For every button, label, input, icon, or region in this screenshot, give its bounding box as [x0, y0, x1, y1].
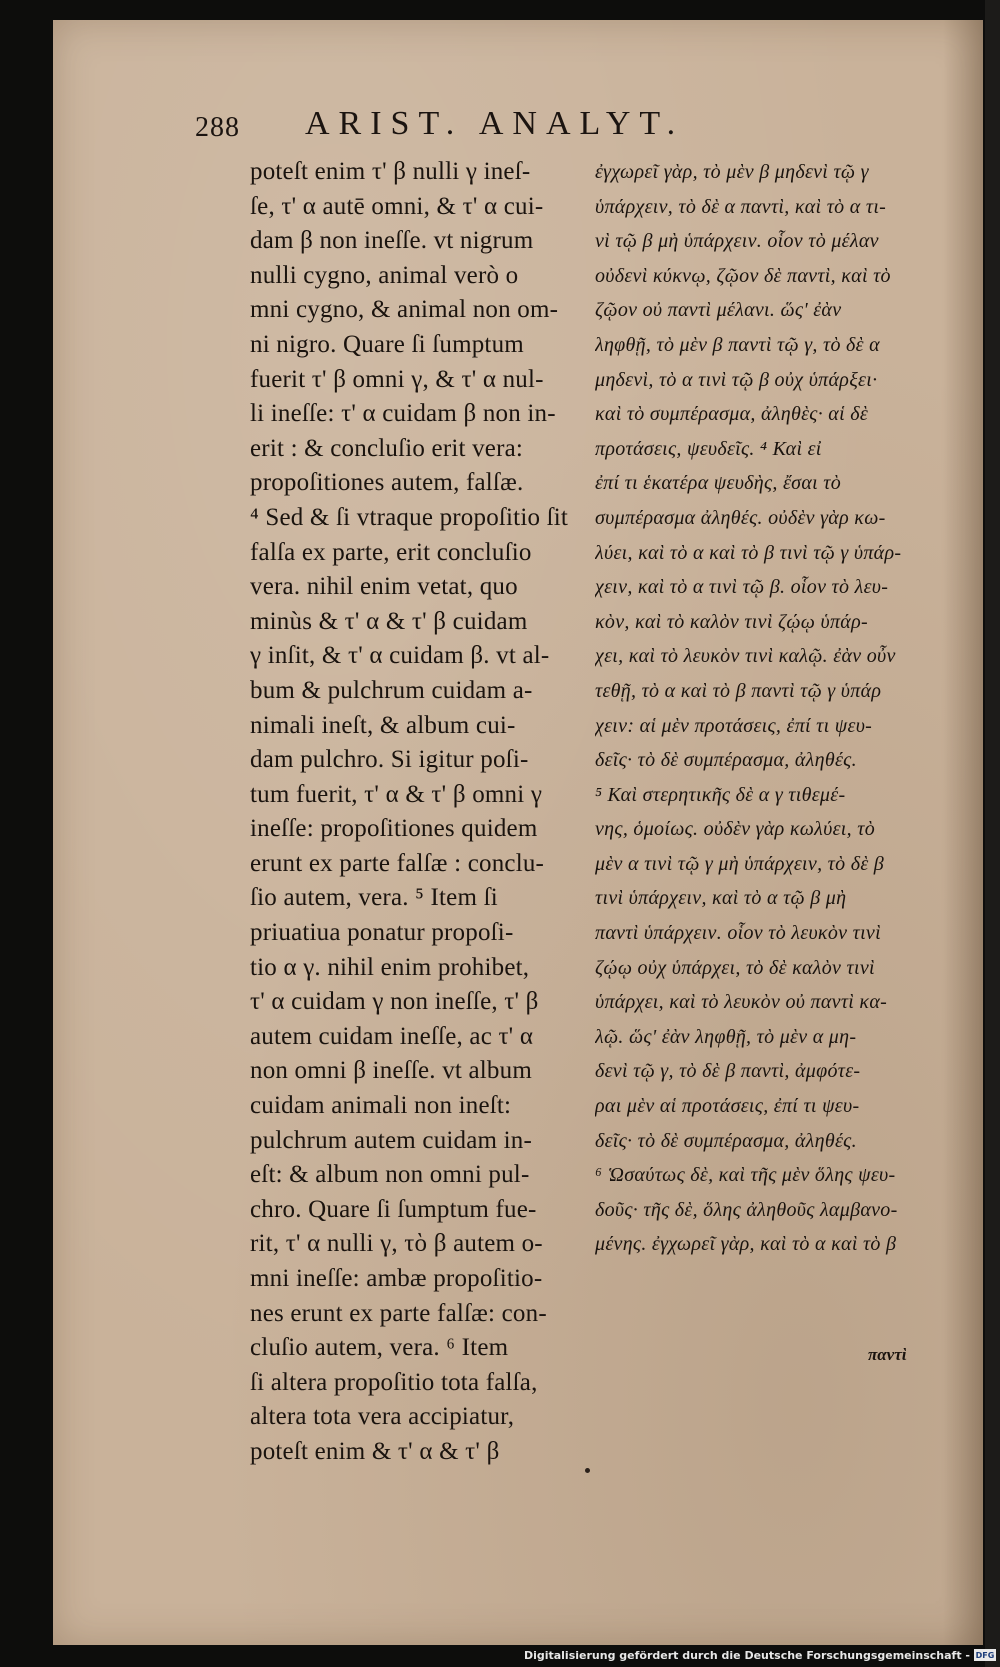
text-line: παντὶ ὑπάρχειν. οἷον τὸ λευκὸν τινὶ: [595, 922, 881, 945]
text-line: ſe, τ' α autē omni, & τ' α cui-: [250, 192, 544, 220]
text-line: χειν: αἱ μὲν προτάσεις, ἐπί τι ψευ-: [595, 714, 873, 737]
text-line: mni ineſſe: ambæ propoſitio-: [250, 1265, 543, 1292]
text-line: ζῷον οὐ παντὶ μέλανι. ὥς' ἐὰν: [595, 299, 842, 322]
text-line: λύει, καὶ τὸ α καὶ τὸ β τινὶ τῷ γ ὑπάρ-: [595, 541, 902, 564]
text-line: νὶ τῷ β μὴ ὑπάρχειν. οἷον τὸ μέλαν: [595, 230, 879, 253]
text-line: propoſitiones autem, falſæ.: [250, 469, 524, 497]
page-dot: [585, 1468, 590, 1473]
text-line: altera tota vera accipiatur,: [250, 1403, 515, 1431]
text-line: δενὶ τῷ γ, τὸ δὲ β παντὶ, ἀμφότε-: [595, 1060, 861, 1083]
text-line: rit, τ' α nulli γ, τὸ β autem o-: [250, 1230, 543, 1258]
text-line: fuerit τ' β omni γ, & τ' α nul-: [250, 365, 544, 393]
page-number: 288: [195, 112, 240, 143]
latin-text-column: [250, 155, 570, 1470]
text-line: tum fuerit, τ' α & τ' β omni γ: [250, 780, 543, 808]
running-title: ARIST. ANALYT.: [305, 105, 685, 142]
text-line: falſa ex parte, erit concluſio: [250, 538, 532, 566]
text-line: δεῖς· τὸ δὲ συμπέρασμα, ἀληθές.: [595, 749, 857, 772]
text-line: δεῖς· τὸ δὲ συμπέρασμα, ἀληθές.: [595, 1129, 857, 1152]
text-line: minùs & τ' α & τ' β cuidam: [250, 607, 528, 635]
text-line: priuatiua ponatur propoſi-: [250, 919, 514, 947]
text-line: τινὶ ὑπάρχειν, καὶ τὸ α τῷ β μὴ: [595, 887, 847, 910]
text-line: συμπέρασμα ἀληθές. οὐδὲν γὰρ κω-: [595, 506, 886, 529]
text-line: ⁵ Καὶ στερητικῆς δὲ α γ τιθεμέ-: [595, 783, 846, 806]
text-line: ζῴῳ οὐχ ὑπάρχει, τὸ δὲ καλὸν τινὶ: [595, 956, 875, 979]
text-line: ⁴ Sed & ſi vtraque propoſitio ſit: [250, 503, 569, 531]
text-line: μὲν α τινὶ τῷ γ μὴ ὑπάρχειν, τὸ δὲ β: [595, 852, 885, 875]
text-line: nimali ineſt, & album cui-: [250, 711, 516, 739]
text-line: γ inſit, & τ' α cuidam β. vt al-: [250, 642, 550, 670]
text-line: νης, ὁμοίως. οὐδὲν γὰρ κωλύει, τὸ: [595, 818, 876, 841]
greek-text-column: [595, 155, 955, 1262]
text-line: ληφθῇ, τὸ μὲν β παντὶ τῷ γ, τὸ δὲ α: [595, 333, 880, 356]
dfg-logo: DFG: [975, 1650, 995, 1660]
text-line: ſi altera propoſitio tota falſa,: [250, 1368, 538, 1396]
text-line: χειν, καὶ τὸ α τινὶ τῷ β. οἷον τὸ λευ-: [595, 576, 889, 599]
catchword: παντὶ: [868, 1345, 907, 1364]
text-line: erit : & concluſio erit vera:: [250, 434, 524, 462]
text-line: tio α γ. nihil enim prohibet,: [250, 953, 530, 981]
text-line: vera. nihil enim vetat, quo: [250, 573, 518, 601]
text-line: ραι μὲν αἱ προτάσεις, ἐπί τι ψευ-: [595, 1095, 860, 1118]
text-line: μένης. ἐγχωρεῖ γὰρ, καὶ τὸ α καὶ τὸ β: [595, 1233, 897, 1256]
text-line: dam pulchro. Si igitur poſi-: [250, 746, 529, 774]
text-line: chro. Quare ſi ſumptum fue-: [250, 1195, 537, 1223]
text-line: ἐπί τι ἑκατέρα ψευδὴς, ἔσαι τὸ: [595, 472, 842, 495]
text-line: dam β non ineſſe. vt nigrum: [250, 227, 534, 255]
text-line: τ' α cuidam γ non ineſſe, τ' β: [250, 988, 539, 1016]
text-line: χει, καὶ τὸ λευκὸν τινὶ καλῷ. ἐὰν οὖν: [595, 645, 896, 668]
text-line: κὸν, καὶ τὸ καλὸν τινὶ ζῴῳ ὑπάρ-: [595, 610, 868, 633]
text-line: τεθῇ, τὸ α καὶ τὸ β παντὶ τῷ γ ὑπάρ: [595, 679, 882, 702]
text-line: poteſt enim & τ' α & τ' β: [250, 1437, 500, 1465]
text-line: non omni β ineſſe. vt album: [250, 1057, 532, 1085]
text-line: ἐγχωρεῖ γὰρ, τὸ μὲν β μηδενὶ τῷ γ: [595, 161, 869, 183]
text-line: li ineſſe: τ' α cuidam β non in-: [250, 400, 556, 428]
text-line: pulchrum autem cuidam in-: [250, 1126, 533, 1154]
page-header: [195, 100, 875, 150]
text-line: μηδενὶ, τὸ α τινὶ τῷ β οὐχ ὑπάρξει·: [595, 368, 878, 391]
footer-credit: Digitalisierung gefördert durch die Deutsche Forschungsgemeinschaft -: [523, 1648, 970, 1662]
scan-edge: [985, 0, 1000, 1667]
digitization-footer: [524, 1646, 996, 1664]
text-line: δοῦς· τῆς δὲ, ὅλης ἀληθοῦς λαμβανο-: [595, 1198, 898, 1221]
text-line: nes erunt ex parte falſæ: con-: [250, 1299, 547, 1327]
text-line: eſt: & album non omni pul-: [250, 1161, 530, 1189]
text-line: οὐδενὶ κύκνῳ, ζῷον δὲ παντὶ, καὶ τὸ: [595, 264, 891, 287]
text-line: ni nigro. Quare ſi ſumptum: [250, 330, 524, 358]
text-line: ⁶ Ὡσαύτως δὲ, καὶ τῆς μὲν ὅλης ψευ-: [595, 1164, 896, 1187]
text-line: cuidam animali non ineſt:: [250, 1092, 512, 1120]
text-line: λῷ. ὥς' ἐὰν ληφθῇ, τὸ μὲν α μη-: [595, 1025, 857, 1048]
text-line: ineſſe: propoſitiones quidem: [250, 815, 538, 843]
text-line: ὑπάρχειν, τὸ δὲ α παντὶ, καὶ τὸ α τι-: [595, 195, 887, 218]
text-line: bum & pulchrum cuidam a-: [250, 676, 533, 704]
text-line: erunt ex parte falſæ : conclu-: [250, 849, 545, 877]
text-line: autem cuidam ineſſe, ac τ' α: [250, 1022, 534, 1050]
text-line: προτάσεις, ψευδεῖς. ⁴ Καὶ εἰ: [595, 437, 822, 460]
text-line: ὑπάρχει, καὶ τὸ λευκὸν οὐ παντὶ κα-: [595, 991, 888, 1014]
text-line: nulli cygno, animal verò o: [250, 261, 519, 289]
text-line: ſio autem, vera. ⁵ Item ſi: [250, 884, 498, 912]
text-line: poteſt enim τ' β nulli γ ineſ-: [250, 158, 531, 185]
text-line: καὶ τὸ συμπέρασμα, ἀληθὲς· αἱ δὲ: [595, 403, 869, 426]
text-line: mni cygno, & animal non om-: [250, 296, 559, 324]
text-line: cluſio autem, vera. ⁶ Item: [250, 1334, 509, 1362]
